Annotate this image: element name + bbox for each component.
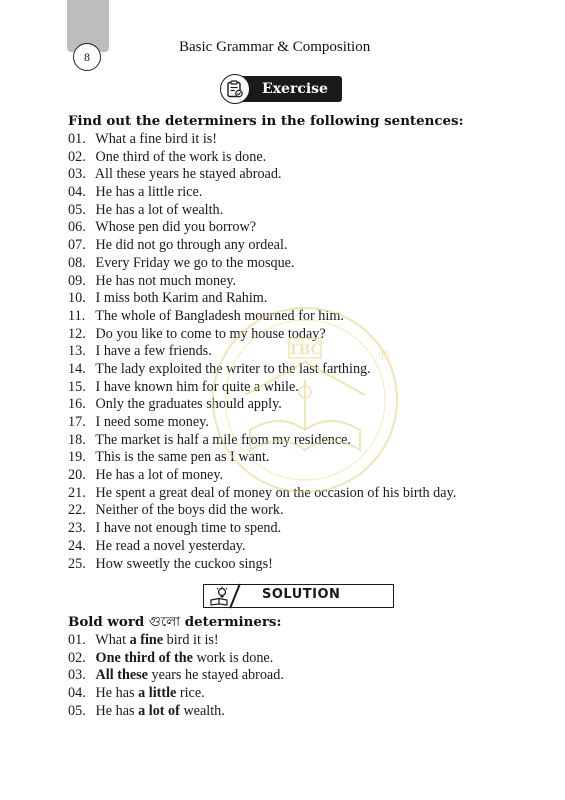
item-number: 09.: [68, 272, 86, 289]
item-number: 16.: [68, 396, 86, 413]
item-number: 17.: [68, 414, 86, 430]
solution-heading-bangla: গুলো: [148, 615, 181, 630]
item-sentence: I have a few friends.: [95, 343, 212, 360]
item-sentence: Every Friday we go to the mosque.: [95, 254, 295, 271]
registered-mark: ®: [377, 348, 391, 364]
solution-item: [68, 632, 284, 650]
exercise-item: [68, 556, 456, 574]
item-sentence: I need some money.: [95, 414, 209, 430]
solution-label: SOLUTION: [262, 587, 341, 602]
item-sentence: The market is half a mile from my residence.: [95, 431, 351, 448]
item-number: 02.: [68, 649, 86, 666]
item-number: 01.: [68, 131, 86, 147]
item-number: 20.: [68, 467, 86, 484]
exercise-item: [68, 149, 456, 167]
item-number: 15.: [68, 378, 86, 395]
item-sentence: I have not enough time to spend.: [95, 520, 282, 537]
item-sentence: He has a little rice.: [95, 184, 203, 201]
sentence-part: years he stayed abroad.: [147, 667, 284, 684]
exercise-item: [68, 502, 456, 520]
exercise-item: [68, 432, 456, 450]
determiner-bold: a fine: [129, 632, 164, 648]
solution-list: [68, 632, 284, 720]
item-number: 05.: [68, 201, 86, 218]
item-number: 22.: [68, 502, 86, 519]
solution-heading-bold: Bold word: [68, 614, 145, 630]
solution-heading: [68, 612, 281, 634]
solution-heading-tail: determiners:: [184, 614, 282, 630]
item-sentence: He has not much money.: [95, 272, 237, 289]
item-number: 24.: [68, 537, 86, 554]
item-number: 10.: [68, 290, 86, 307]
exercise-item: [68, 379, 456, 397]
exercise-item: [68, 202, 456, 220]
item-number: 04.: [68, 685, 86, 702]
solution-item: [68, 703, 284, 721]
page-number: 8: [73, 43, 101, 71]
item-number: 08.: [68, 254, 86, 271]
item-sentence: He has a lot of wealth.: [95, 201, 224, 218]
item-number: 01.: [68, 632, 86, 648]
exercise-item: [68, 414, 456, 432]
item-number: 19.: [68, 449, 86, 466]
item-number: 18.: [68, 431, 86, 448]
solution-badge: [203, 584, 394, 608]
determiner-bold: All these: [95, 667, 148, 684]
exercise-item: [68, 184, 456, 202]
item-number: 03.: [68, 667, 86, 684]
item-sentence: All these years he stayed abroad.: [94, 166, 282, 183]
running-head: Basic Grammar & Composition: [179, 39, 371, 55]
item-sentence: Whose pen did you borrow?: [95, 219, 257, 236]
exercise-item: [68, 326, 456, 344]
exercise-item: [68, 449, 456, 467]
exercise-instruction: Find out the determiners in the following sentences:: [68, 113, 464, 129]
item-sentence: He read a novel yesterday.: [95, 537, 246, 554]
item-sentence: This is the same pen as I want.: [95, 449, 270, 466]
determiner-bold: One third of the: [95, 649, 193, 666]
determiner-bold: a little: [138, 685, 177, 702]
item-sentence: He spent a great deal of money on the occasion of his birth day.: [95, 484, 457, 501]
exercise-item: [68, 237, 456, 255]
item-number: 11.: [68, 307, 86, 324]
item-number: 03.: [68, 166, 86, 183]
item-sentence: What a fine bird it is!: [95, 131, 218, 147]
watermark-text: TBC: [288, 342, 322, 358]
sentence-part: He has: [95, 702, 139, 719]
exercise-badge: [220, 74, 344, 104]
exercise-item: [68, 520, 456, 538]
exercise-item: [68, 166, 456, 184]
exercise-item: [68, 308, 456, 326]
item-number: 07.: [68, 237, 86, 254]
item-number: 14.: [68, 360, 86, 377]
item-sentence: The whole of Bangladesh mourned for him.: [95, 307, 344, 324]
solution-item: [68, 685, 284, 703]
exercise-item: [68, 131, 456, 149]
exercise-item: [68, 290, 456, 308]
exercise-item: [68, 343, 456, 361]
item-sentence: How sweetly the cuckoo sings!: [95, 555, 273, 572]
solution-item: [68, 650, 284, 668]
clipboard-check-icon: [220, 74, 250, 104]
exercise-item: [68, 538, 456, 556]
exercise-item: [68, 485, 456, 503]
item-number: 04.: [68, 184, 86, 201]
item-sentence: Only the graduates should apply.: [95, 396, 282, 413]
item-number: 23.: [68, 520, 86, 537]
exercise-item: [68, 219, 456, 237]
item-number: 21.: [68, 484, 86, 501]
exercise-item: [68, 273, 456, 291]
item-number: 25.: [68, 555, 86, 572]
item-sentence: He has a lot of money.: [95, 467, 224, 484]
exercise-item: [68, 255, 456, 273]
item-sentence: He did not go through any ordeal.: [95, 237, 288, 254]
item-number: 02.: [68, 148, 86, 165]
item-sentence: I miss both Karim and Rahim.: [95, 290, 268, 307]
lightbulb-book-icon: [208, 586, 232, 606]
item-sentence: The lady exploited the writer to the last farthing.: [95, 360, 371, 377]
exercise-item: [68, 467, 456, 485]
item-sentence: Neither of the boys did the work.: [95, 502, 284, 519]
exercise-list: [68, 131, 456, 573]
sentence-part: He has: [95, 685, 139, 702]
sentence-part: wealth.: [179, 702, 225, 719]
determiner-bold: a lot of: [138, 702, 180, 719]
item-sentence: One third of the work is done.: [95, 148, 267, 165]
solution-item: [68, 667, 284, 685]
exercise-item: [68, 396, 456, 414]
item-number: 05.: [68, 702, 86, 719]
sentence-part: What: [95, 632, 130, 648]
item-number: 13.: [68, 343, 86, 360]
item-number: 06.: [68, 219, 86, 236]
sentence-part: work is done.: [192, 649, 274, 666]
item-sentence: I have known him for quite a while.: [95, 378, 299, 395]
sentence-part: rice.: [176, 685, 205, 702]
exercise-item: [68, 361, 456, 379]
exercise-label: Exercise: [240, 76, 342, 102]
item-sentence: Do you like to come to my house today?: [95, 325, 326, 342]
sentence-part: bird it is!: [163, 632, 219, 648]
item-number: 12.: [68, 325, 86, 342]
